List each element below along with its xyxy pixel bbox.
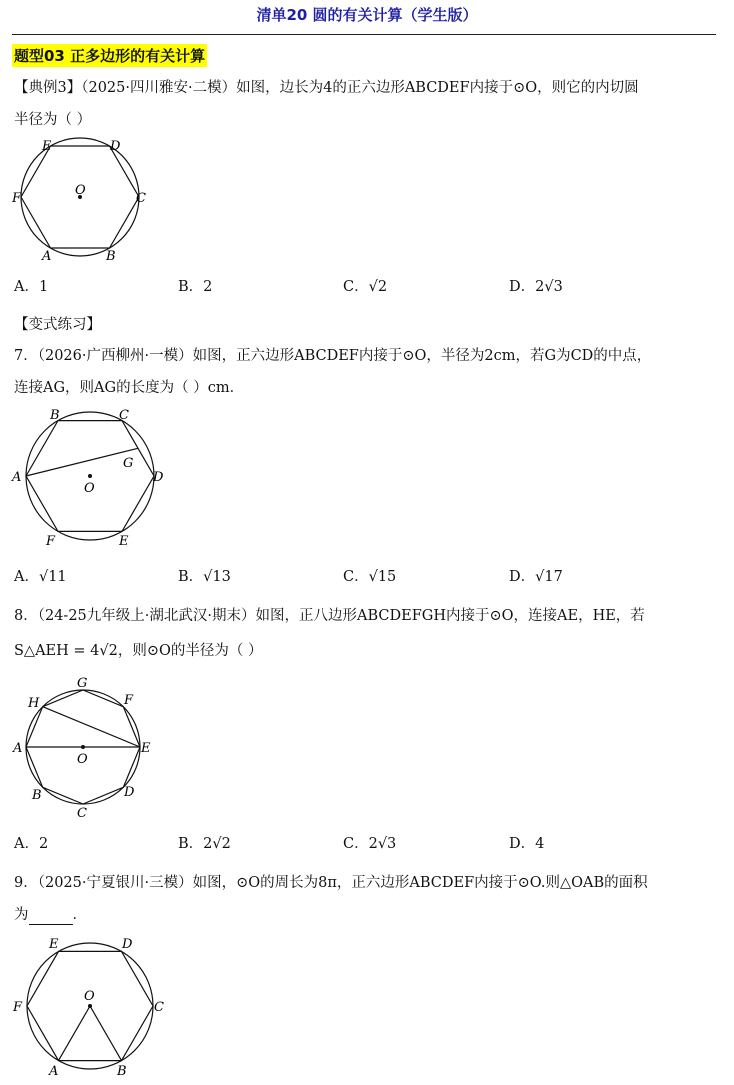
label-b: B <box>106 249 116 264</box>
label-f: F <box>12 191 22 206</box>
label-e: E <box>141 741 151 756</box>
label-e: E <box>49 937 59 952</box>
label-d: D <box>122 937 133 952</box>
q8-option-c: C．2√3 <box>343 836 397 852</box>
q7-line2: 连接AG，则AG的长度为（ ）cm． <box>14 380 245 396</box>
variant-title: 【变式练习】 <box>14 317 101 333</box>
label-o: O <box>75 183 86 198</box>
section-title: 题型03 正多边形的有关计算 <box>12 44 207 67</box>
q8-octagon-figure <box>10 672 160 822</box>
center-point <box>81 745 85 749</box>
label-c: C <box>154 1000 164 1015</box>
q9-line2-text: 为 <box>14 907 29 923</box>
label-c: C <box>77 806 87 821</box>
example-option-d: D．2√3 <box>509 279 563 295</box>
label-f: F <box>46 534 56 549</box>
label-a: A <box>12 470 22 485</box>
q7-hexagon-figure <box>10 404 170 552</box>
q9-line2 <box>14 905 87 925</box>
q8-option-a: A．2 <box>14 836 49 852</box>
q8-option-d: D．4 <box>509 836 545 852</box>
example-question-line1: 【典例3】（2025·四川雅安·二模）如图，边长为4的正六边形ABCDEF内接于⊙O，则它的内切圆 <box>14 80 639 96</box>
q8-option-b: B．2√2 <box>178 836 231 852</box>
header-divider <box>12 34 716 35</box>
example-option-c: C．√2 <box>343 279 388 295</box>
example-option-b: B．2 <box>178 279 213 295</box>
label-e: E <box>119 534 129 549</box>
q9-hexagon-figure <box>10 932 170 1082</box>
q9-line1: 9．（2025·宁夏银川·三模）如图，⊙O的周长为8π，正六边形ABCDEF内接于⊙O.则△OAB的面积 <box>14 875 648 891</box>
example-hexagon-figure <box>10 134 155 266</box>
label-b: B <box>117 1064 127 1079</box>
label-b: B <box>32 788 42 803</box>
label-h: H <box>28 696 40 711</box>
q7-line1: 7．（2026·广西柳州·一模）如图，正六边形ABCDEF内接于⊙O，半径为2cm，若G为CD的中点， <box>14 348 652 364</box>
label-a: A <box>42 249 52 264</box>
label-d: D <box>153 470 164 485</box>
q7-option-a: A．√11 <box>14 569 67 585</box>
label-o: O <box>77 752 88 767</box>
label-e: E <box>42 139 52 154</box>
label-a: A <box>13 741 23 756</box>
label-d: D <box>110 139 121 154</box>
label-o: O <box>84 481 95 496</box>
label-a: A <box>49 1064 59 1079</box>
label-o: O <box>84 989 95 1004</box>
q8-line1: 8．（24-25九年级上·湖北武汉·期末）如图，正八边形ABCDEFGH内接于⊙O，连接AE，HE，若 <box>14 608 645 624</box>
label-f: F <box>13 1000 23 1015</box>
label-g: G <box>123 456 134 471</box>
example-option-a: A．1 <box>14 279 49 295</box>
label-d: D <box>124 785 135 800</box>
label-g: G <box>77 676 88 691</box>
q7-option-b: B．√13 <box>178 569 231 585</box>
q7-option-d: D．√17 <box>509 569 563 585</box>
page-header: 清单20 圆的有关计算（学生版） <box>256 6 478 24</box>
label-b: B <box>50 408 60 423</box>
label-f: F <box>124 693 134 708</box>
label-c: C <box>119 408 129 423</box>
q8-line2: S△AEH = 4√2，则⊙O的半径为（ ） <box>14 643 263 659</box>
segment-ag <box>26 448 138 476</box>
segment-oa <box>59 1006 91 1061</box>
segment-ob <box>90 1006 122 1061</box>
q9-line2-end: ． <box>72 907 87 923</box>
example-question-line2: 半径为（ ） <box>14 112 92 128</box>
q7-option-c: C．√15 <box>343 569 397 585</box>
q9-answer-blank <box>29 910 73 925</box>
center-point <box>88 1004 92 1008</box>
label-c: C <box>136 191 146 206</box>
center-point <box>88 474 92 478</box>
